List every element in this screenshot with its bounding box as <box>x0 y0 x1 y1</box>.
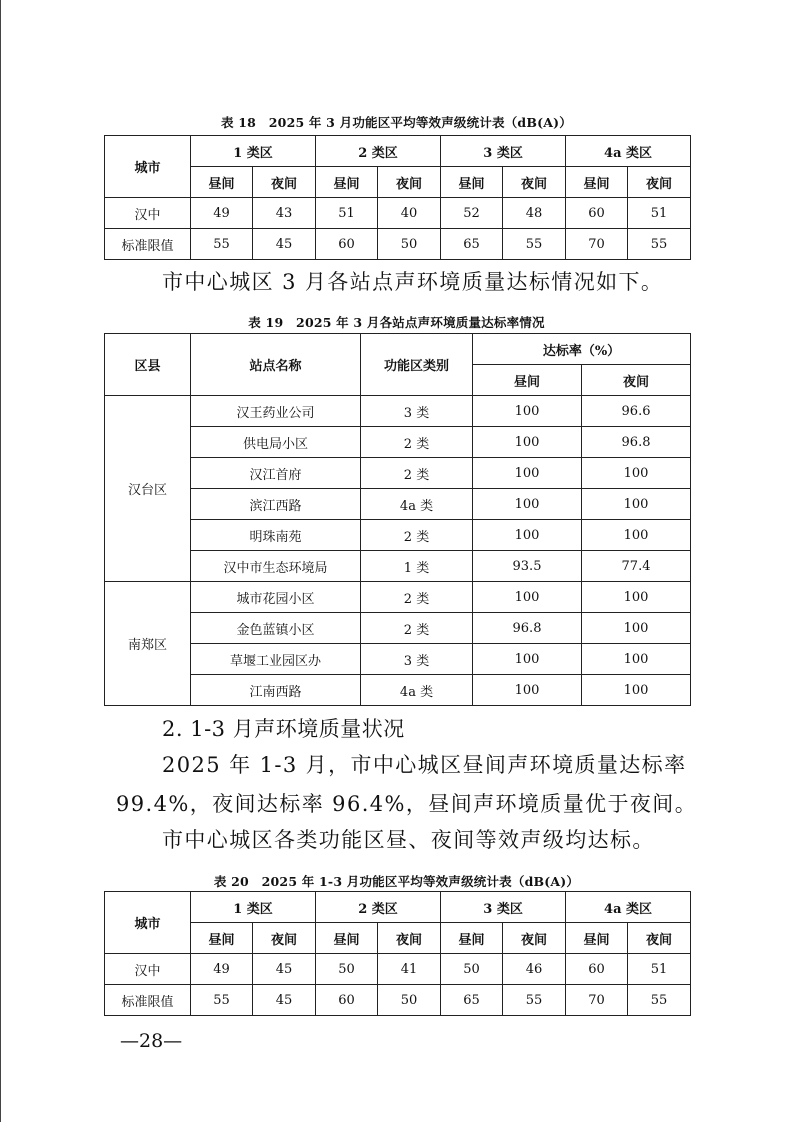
value-cell: 46 <box>503 954 566 985</box>
table-row <box>105 644 691 675</box>
zone-cell: 2 类 <box>361 582 473 613</box>
table-row <box>105 427 691 458</box>
site-name-cell: 江南西路 <box>191 675 361 706</box>
row-label: 汉中 <box>105 198 191 229</box>
table-row <box>105 551 691 582</box>
value-cell: 43 <box>253 198 316 229</box>
table18-subheader: 昼间 <box>441 167 503 198</box>
zone-cell: 3 类 <box>361 396 473 427</box>
table19 <box>104 333 691 706</box>
night-rate-cell: 77.4 <box>582 551 691 582</box>
site-name-cell: 供电局小区 <box>191 427 361 458</box>
zone-cell: 1 类 <box>361 551 473 582</box>
value-cell: 60 <box>316 985 378 1016</box>
table-row <box>105 229 691 260</box>
table-row <box>105 675 691 706</box>
table18-subheader: 昼间 <box>316 167 378 198</box>
table20-zone-header: 3 类区 <box>441 892 566 923</box>
table19-caption: 表 19 2025 年 3 月各站点声环境质量达标率情况 <box>248 315 545 330</box>
header-county: 区县 <box>105 334 191 396</box>
paragraph-summary-line1: 2025 年 1-3 月，市中心城区昼间声环境质量达标率 <box>162 753 687 777</box>
county-cell: 汉台区 <box>105 396 191 582</box>
site-name-cell: 明珠南苑 <box>191 520 361 551</box>
table18-corner-cell: 城市 <box>105 136 191 198</box>
table18-zone-header: 4a 类区 <box>566 136 691 167</box>
table-row <box>105 396 691 427</box>
day-rate-cell: 100 <box>473 427 582 458</box>
night-rate-cell: 100 <box>582 520 691 551</box>
table20-subheader: 夜间 <box>378 923 441 954</box>
value-cell: 45 <box>253 229 316 260</box>
value-cell: 45 <box>253 954 316 985</box>
day-rate-cell: 100 <box>473 489 582 520</box>
paragraph-summary-line2: 99.4%，夜间达标率 96.4%，昼间声环境质量优于夜间。 <box>116 792 698 816</box>
header-day: 昼间 <box>473 365 582 396</box>
zone-cell: 4a 类 <box>361 675 473 706</box>
night-rate-cell: 96.6 <box>582 396 691 427</box>
day-rate-cell: 100 <box>473 582 582 613</box>
value-cell: 70 <box>566 985 628 1016</box>
value-cell: 55 <box>503 985 566 1016</box>
day-rate-cell: 96.8 <box>473 613 582 644</box>
night-rate-cell: 100 <box>582 489 691 520</box>
value-cell: 50 <box>378 229 441 260</box>
site-name-cell: 汉江首府 <box>191 458 361 489</box>
site-name-cell: 汉王药业公司 <box>191 396 361 427</box>
table20-subheader: 夜间 <box>628 923 691 954</box>
zone-cell: 2 类 <box>361 613 473 644</box>
zone-cell: 2 类 <box>361 520 473 551</box>
value-cell: 52 <box>441 198 503 229</box>
row-label: 标准限值 <box>105 985 191 1016</box>
value-cell: 49 <box>191 954 253 985</box>
row-label: 汉中 <box>105 954 191 985</box>
day-rate-cell: 100 <box>473 520 582 551</box>
day-rate-cell: 100 <box>473 458 582 489</box>
table18-zone-header: 3 类区 <box>441 136 566 167</box>
table20-subheader: 昼间 <box>441 923 503 954</box>
table-row <box>105 520 691 551</box>
table20 <box>104 891 691 1016</box>
table-row <box>105 458 691 489</box>
night-rate-cell: 96.8 <box>582 427 691 458</box>
value-cell: 50 <box>441 954 503 985</box>
table18-subheader: 昼间 <box>566 167 628 198</box>
table20-zone-header: 2 类区 <box>316 892 441 923</box>
table18-subheader: 夜间 <box>503 167 566 198</box>
value-cell: 40 <box>378 198 441 229</box>
value-cell: 51 <box>316 198 378 229</box>
table20-zone-header: 4a 类区 <box>566 892 691 923</box>
table20-subheader: 昼间 <box>316 923 378 954</box>
table-row <box>105 198 691 229</box>
table20-caption: 表 20 2025 年 1-3 月功能区平均等效声级统计表（dB(A)） <box>213 874 580 889</box>
table18-zone-header: 1 类区 <box>191 136 316 167</box>
site-name-cell: 城市花园小区 <box>191 582 361 613</box>
table18-caption: 表 18 2025 年 3 月功能区平均等效声级统计表（dB(A)） <box>221 115 572 130</box>
value-cell: 50 <box>316 954 378 985</box>
table20-subheader: 昼间 <box>566 923 628 954</box>
table18-subheader: 昼间 <box>191 167 253 198</box>
value-cell: 55 <box>503 229 566 260</box>
day-rate-cell: 93.5 <box>473 551 582 582</box>
value-cell: 55 <box>628 229 691 260</box>
table18-zone-header: 2 类区 <box>316 136 441 167</box>
table18-subheader: 夜间 <box>628 167 691 198</box>
zone-cell: 4a 类 <box>361 489 473 520</box>
value-cell: 65 <box>441 229 503 260</box>
table20-subheader: 夜间 <box>253 923 316 954</box>
night-rate-cell: 100 <box>582 613 691 644</box>
header-zone-category: 功能区类别 <box>361 334 473 396</box>
value-cell: 60 <box>566 954 628 985</box>
day-rate-cell: 100 <box>473 396 582 427</box>
value-cell: 48 <box>503 198 566 229</box>
value-cell: 60 <box>316 229 378 260</box>
header-site-name: 站点名称 <box>191 334 361 396</box>
value-cell: 55 <box>191 985 253 1016</box>
section-heading: 2. 1-3 月声环境质量状况 <box>162 717 405 741</box>
zone-cell: 2 类 <box>361 458 473 489</box>
value-cell: 55 <box>628 985 691 1016</box>
table-row <box>105 985 691 1016</box>
page-edge-line <box>0 0 1 1122</box>
site-name-cell: 滨江西路 <box>191 489 361 520</box>
value-cell: 41 <box>378 954 441 985</box>
zone-cell: 2 类 <box>361 427 473 458</box>
value-cell: 50 <box>378 985 441 1016</box>
table-row <box>105 613 691 644</box>
night-rate-cell: 100 <box>582 458 691 489</box>
value-cell: 49 <box>191 198 253 229</box>
night-rate-cell: 100 <box>582 675 691 706</box>
site-name-cell: 金色蓝镇小区 <box>191 613 361 644</box>
value-cell: 51 <box>628 954 691 985</box>
value-cell: 45 <box>253 985 316 1016</box>
site-name-cell: 草堰工业园区办 <box>191 644 361 675</box>
value-cell: 55 <box>191 229 253 260</box>
table18-subheader: 夜间 <box>253 167 316 198</box>
paragraph-site-intro: 市中心城区 3 月各站点声环境质量达标情况如下。 <box>162 270 664 294</box>
night-rate-cell: 100 <box>582 644 691 675</box>
table20-subheader: 昼间 <box>191 923 253 954</box>
table-row <box>105 489 691 520</box>
site-name-cell: 汉中市生态环境局 <box>191 551 361 582</box>
table20-corner-cell: 城市 <box>105 892 191 954</box>
paragraph-zone-compliance: 市中心城区各类功能区昼、夜间等效声级均达标。 <box>162 828 655 852</box>
value-cell: 60 <box>566 198 628 229</box>
zone-cell: 3 类 <box>361 644 473 675</box>
table-row <box>105 582 691 613</box>
page-number: —28— <box>120 1030 183 1052</box>
value-cell: 70 <box>566 229 628 260</box>
value-cell: 65 <box>441 985 503 1016</box>
night-rate-cell: 100 <box>582 582 691 613</box>
table20-zone-header: 1 类区 <box>191 892 316 923</box>
table18 <box>104 135 691 260</box>
county-cell: 南郑区 <box>105 582 191 706</box>
value-cell: 51 <box>628 198 691 229</box>
table-row <box>105 954 691 985</box>
header-compliance-rate: 达标率（%） <box>473 334 691 365</box>
table18-subheader: 夜间 <box>378 167 441 198</box>
day-rate-cell: 100 <box>473 675 582 706</box>
table20-subheader: 夜间 <box>503 923 566 954</box>
row-label: 标准限值 <box>105 229 191 260</box>
day-rate-cell: 100 <box>473 644 582 675</box>
header-night: 夜间 <box>582 365 691 396</box>
